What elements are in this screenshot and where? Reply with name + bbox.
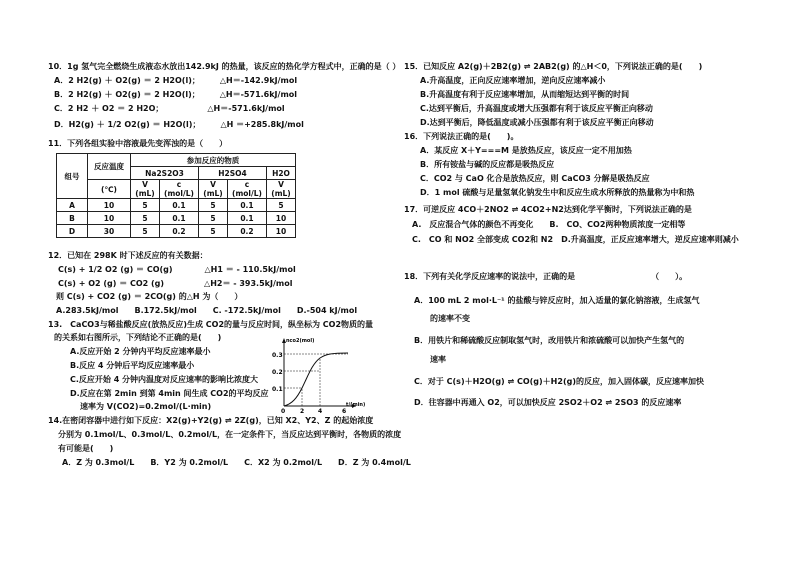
table-header-h2o: H2O <box>267 167 296 180</box>
q17-options-cd: C. CO 和 NO2 全部变成 CO2和 N2 D.升高温度，正反应速率增大，逆反应速率则减小 <box>412 235 739 244</box>
q18-option-b-cont: 速率 <box>430 355 446 364</box>
q11-table <box>56 153 296 238</box>
q14-options: A．Z 为 0.3mol/L B．Y2 为 0.2mol/L C．X2 为 0.2mol/L D．Z 为 0.4mol/L <box>62 458 411 467</box>
q13-line-2: 的关系如右图所示，下列结论不正确的是( ) <box>54 333 222 342</box>
graph-y-label: nco2(mol) <box>286 338 315 344</box>
table-header-group: 组号 <box>57 154 88 199</box>
q12-reaction-1: C(s) + 1/2 O2 (g) ＝ CO(g) △H1 ＝ - 110.5kJ/mol <box>58 265 296 274</box>
q16-option-b: B．所有铵盐与碱的反应都是吸热反应 <box>420 160 555 169</box>
table-header-h2so4: H2SO4 <box>199 167 267 180</box>
q13-graph <box>264 334 366 415</box>
q15-option-b: B.升高温度有利于反应速率增加，从而缩短达到平衡的时间 <box>420 90 630 99</box>
table-header-na2s2o3: Na2S2O3 <box>131 167 199 180</box>
q12-question: 则 C(s) + CO2 (g) ＝ 2CO(g) 的△H 为（ ） <box>56 292 243 301</box>
table-header-v3: V (mL) <box>267 180 296 199</box>
q13-option-c: C.反应开始 4 分钟内温度对反应速率的影响比浓度大 <box>70 375 259 384</box>
table-header-temp: 反应温度 <box>88 154 131 180</box>
table-header-c2: c (mol/L) <box>228 180 267 199</box>
q10-option-c: C．2 H2 ＋ O2 ＝ 2 H2O； △H＝-571.6kJ/mol <box>54 104 285 113</box>
svg-text:4: 4 <box>318 408 323 415</box>
q11-stem: 11．下列各组实验中溶液最先变浑浊的是（ ） <box>48 139 228 148</box>
q13-option-d-cont: 速率为 V(CO2)=0.2mol/(L·min) <box>80 402 212 411</box>
q18-stem: 18．下列有关化学反应速率的说法中，正确的是 （ ）。 <box>404 272 688 281</box>
q17-options-ab: A. 反应混合气体的颜色不再变化 B. CO、CO2两种物质浓度一定相等 <box>412 220 686 229</box>
q18-option-c: C．对于 C(s)＋H2O(g) ⇌ CO(g)＋H2(g)的反应，加入固体碳，反应速率加快 <box>414 377 704 386</box>
q18-option-b: B．用铁片和稀硫酸反应制取氢气时，改用铁片和浓硫酸可以加快产生氢气的 <box>414 336 685 345</box>
table-header-temp-unit: (℃) <box>88 180 131 199</box>
svg-text:0.2: 0.2 <box>272 369 283 376</box>
svg-text:6: 6 <box>342 408 347 415</box>
table-row: B 10 5 0.1 5 0.1 10 <box>57 212 296 225</box>
q16-option-a: A．某反应 X＋Y===M 是放热反应，该反应一定不用加热 <box>420 146 632 155</box>
q10-option-d: D．H2(g) ＋ 1/2 O2(g) ＝ H2O(l)； △H ＝+285.8kJ/mol <box>54 120 304 129</box>
q16-option-d: D．1 mol 硫酸与足量氢氧化钠发生中和反应生成水所释放的热量称为中和热 <box>420 188 695 197</box>
svg-text:0.3: 0.3 <box>272 352 283 359</box>
q16-stem: 16．下列说法正确的是( )。 <box>404 132 519 141</box>
table-header-v2: V (mL) <box>199 180 228 199</box>
q14-line-1: 14.在密闭容器中进行如下反应：X2(g)+Y2(g) ⇌ 2Z(g)，已知 X2、Y2、Z 的起始浓度 <box>48 416 374 425</box>
table-header-c1: c (mol/L) <box>160 180 199 199</box>
q18-option-d: D．往容器中再通入 O2，可以加快反应 2SO2＋O2 ⇌ 2SO3 的反应速率 <box>414 398 682 407</box>
q15-stem: 15．已知反应 A2(g)＋2B2(g) ⇌ 2AB2(g) 的△H＜0，下列说法正确的是( ) <box>404 62 703 71</box>
q10-option-a: A．2 H2(g) ＋ O2(g) ＝ 2 H2O(l)； △H＝-142.9kJ/mol <box>54 76 298 85</box>
q13-option-d: D.反应在第 2min 到第 4min 间生成 CO2的平均反应 <box>70 389 269 398</box>
graph-x-label: t/(min) <box>346 402 366 408</box>
table-row: A 10 5 0.1 5 0.1 5 <box>57 199 296 212</box>
q12-reaction-2: C(s) + O2 (g) ＝ CO2 (g) △H2＝ - 393.5kJ/mol <box>58 279 293 288</box>
q12-options: A.283.5kJ/mol B.172.5kJ/mol C. -172.5kJ/mol D.-504 kJ/mol <box>56 306 358 315</box>
table-row: D 30 5 0.2 5 0.2 10 <box>57 225 296 238</box>
q14-line-2: 分别为 0.1mol/L、0.3mol/L、0.2mol/L，在一定条件下，当反应达到平衡时，各物质的浓度 <box>58 430 402 439</box>
svg-text:0: 0 <box>281 408 286 415</box>
q15-option-d: D.达到平衡后，降低温度或减小压强都有利于该反应平衡正向移动 <box>420 118 654 127</box>
q13-option-a: A.反应开始 2 分钟内平均反应速率最小 <box>70 347 211 356</box>
q13-line-1: 13. CaCO3与稀盐酸反应(放热反应)生成 CO2的量与反应时间，纵坐标为 CO2物质的量 <box>48 320 374 329</box>
svg-text:2: 2 <box>300 408 305 415</box>
q12-stem: 12．已知在 298K 时下述反应的有关数据： <box>48 251 208 260</box>
q18-option-a-cont: 的速率不变 <box>430 314 470 323</box>
table-header-reactants: 参加反应的物质 <box>131 154 296 167</box>
q14-line-3: 有可能是( ) <box>58 444 114 453</box>
q10-option-b: B．2 H2(g) ＋ O2(g) ＝ 2 H2O(l)； △H＝-571.6kJ/mol <box>54 90 298 99</box>
q16-option-c: C．CO2 与 CaO 化合是放热反应，则 CaCO3 分解是吸热反应 <box>420 174 650 183</box>
svg-text:0.1: 0.1 <box>272 386 283 393</box>
q13-option-b: B.反应 4 分钟后平均反应速率最小 <box>70 361 195 370</box>
table-header-v1: V (mL) <box>131 180 160 199</box>
q18-option-a: A．100 mL 2 mol·L⁻¹ 的盐酸与锌反应时，加入适量的氯化钠溶液，生成氢气 <box>414 296 700 305</box>
q10-stem: 10．1g 氢气完全燃烧生成液态水放出142.9kJ 的热量，该反应的热化学方程式中，正确的是（ ） <box>48 62 401 71</box>
q17-stem: 17．可逆反应 4CO＋2NO2 ⇌ 4CO2+N2达到化学平衡时，下列说法正确的是 <box>404 205 692 214</box>
q15-option-c: C.达到平衡后，升高温度或增大压强都有利于该反应平衡正向移动 <box>420 104 653 113</box>
q15-option-a: A.升高温度，正向反应速率增加，逆向反应速率减小 <box>420 76 606 85</box>
